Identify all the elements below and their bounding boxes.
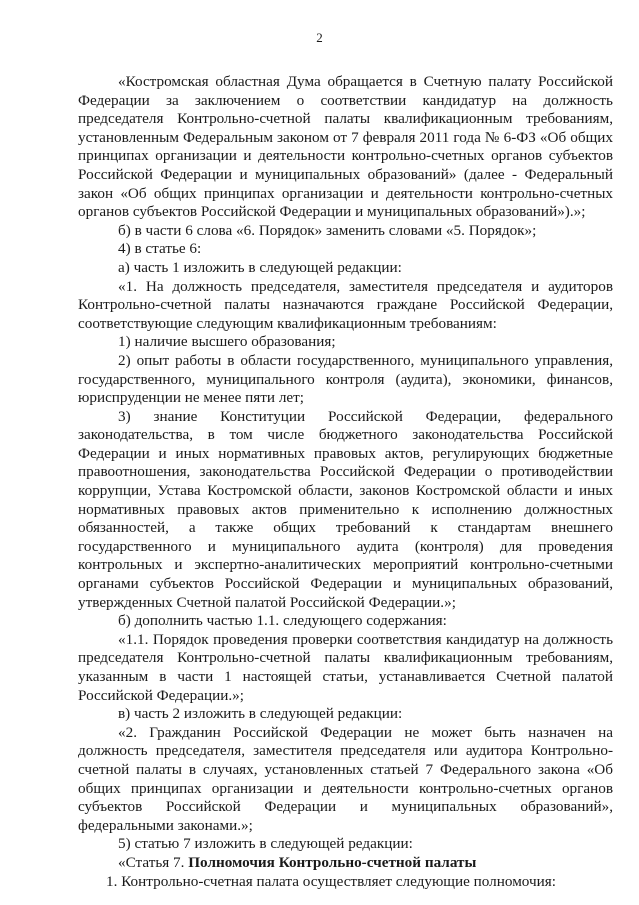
paragraph-item-v: в) часть 2 изложить в следующей редакции:	[118, 705, 403, 723]
paragraph-item-b-add: б) дополнить частью 1.1. следующего содержания:	[118, 612, 447, 630]
paragraph-article7-part1: 1. Контрольно-счетная палата осуществляет следующие полномочия:	[106, 872, 556, 890]
paragraph-item-5: 5) статью 7 изложить в следующей редакции:	[118, 835, 413, 853]
paragraph-requirement-1: 1) наличие высшего образования;	[118, 333, 336, 351]
document-body	[78, 73, 613, 891]
paragraph-part1-text: «1. На должность председателя, заместителя председателя и аудиторов Контрольно-счетной палаты назначаются граждане Российской Федерации, соответствующие следующим квалификационным требованиям:	[78, 277, 613, 332]
article-7-heading	[78, 854, 613, 873]
paragraph-duma-appeal: «Костромская областная Дума обращается в Счетную палату Российской Федерации за заключением о соответствии кандидатур на должность председателя Контрольно-счетной палаты квалификационным требованиям, установленным Федеральным законом от 7 февраля 2011 года № 6-ФЗ «Об общих принципах организации и деятельности контрольно-счетных органов субъектов Российской Федерации и муниципальных образований» (далее - Федеральный закон «Об общих принципах организации и деятельности контрольно-счетных органов субъектов Российской Федерации и муниципальных образований»).»;	[78, 73, 613, 221]
paragraph-requirement-3: 3) знание Конституции Российской Федерации, федерального законодательства, в том числе бюджетного законодательства Российской Федерации и иных нормативных правовых актов, регулирующих бюджетные правоотношения, законодательства Российской Федерации о противодействии коррупции, Устава Костромской области, законов Костромской области и иных нормативных правовых актов применительно к исполнению должностных обязанностей, а также общих требований к стандартам внешнего государственного и муниципального аудита (контроля) для проведения контрольных и экспертно-аналитических мероприятий контрольно-счетными органами субъектов Российской Федерации и муниципальных образований, утвержденных Счетной палатой Российской Федерации.»;	[78, 407, 613, 611]
page-number: 2	[316, 30, 323, 45]
paragraph-item-4: 4) в статье 6:	[118, 240, 202, 258]
paragraph-requirement-2: 2) опыт работы в области государственного, муниципального управления, государственного, муниципального контроля (аудита), экономики, финансов, юриспруденции не менее пяти лет;	[78, 351, 613, 407]
paragraph-item-a: а) часть 1 изложить в следующей редакции:	[118, 258, 402, 276]
article-heading-title: Полномочия Контрольно-счетной палаты	[188, 853, 477, 871]
paragraph-item-b-part6: б) в части 6 слова «6. Порядок» заменить словами «5. Порядок»;	[118, 221, 537, 239]
paragraph-part2-text: «2. Гражданин Российской Федерации не может быть назначен на должность председателя, заместителя председателя или аудитора Контрольно-счетной палаты в случаях, установленных статьей 7 Федерального закона «Об общих принципах организации и деятельности контрольно-счетных органов субъектов Российской Федерации и муниципальных образований», федеральными законами.»;	[78, 723, 613, 834]
article-heading-prefix: «Статья 7.	[118, 853, 189, 871]
paragraph-part1-1-text: «1.1. Порядок проведения проверки соответствия кандидатур на должность председателя Контрольно-счетной палаты квалификационным требованиям, указанным в части 1 настоящей статьи, устанавливается Счетной палатой Российской Федерации.»;	[78, 630, 613, 704]
